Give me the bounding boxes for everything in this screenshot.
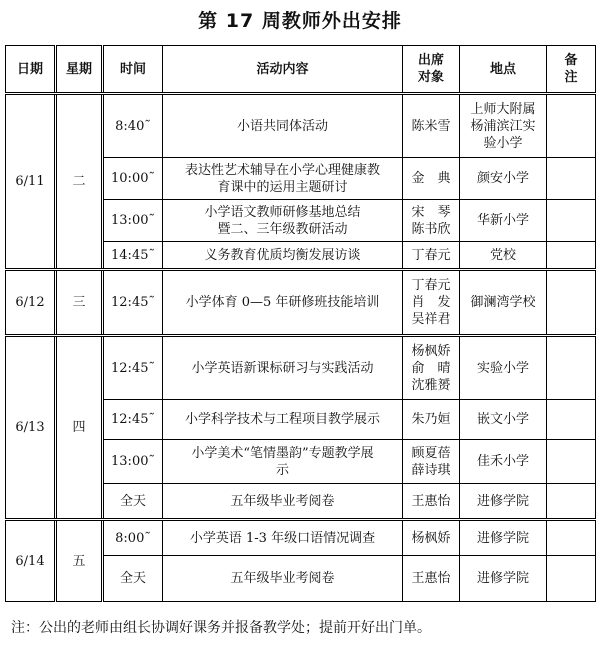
schedule-table bbox=[5, 45, 596, 602]
header-remark-line2: 注 bbox=[564, 70, 578, 85]
remark-cell bbox=[547, 484, 596, 520]
attendees-cell bbox=[403, 270, 460, 336]
attendees-cell bbox=[403, 200, 460, 242]
location-cell bbox=[460, 336, 547, 400]
location-cell-line: 进修学院 bbox=[476, 530, 529, 546]
activity-cell-line: 小学英语新课标研习与实践活动 bbox=[191, 360, 374, 376]
attendees-cell-line: 薛诗琪 bbox=[411, 462, 451, 478]
location-cell-line: 杨浦滨江实 bbox=[470, 118, 536, 134]
header-weekday: 星期 bbox=[56, 46, 103, 94]
activity-cell-line: 五年级毕业考阅卷 bbox=[230, 493, 335, 509]
remark-cell bbox=[547, 440, 596, 484]
location-cell bbox=[460, 242, 547, 270]
time-cell: 12:45˜ bbox=[103, 270, 163, 336]
attendees-cell-line: 陈米雪 bbox=[411, 118, 451, 134]
location-cell bbox=[460, 484, 547, 520]
attendees-cell-line: 丁春元 bbox=[411, 247, 451, 263]
time-cell: 8:40˜ bbox=[103, 94, 163, 158]
attendees-cell bbox=[403, 556, 460, 602]
header-remark-line1: 备 bbox=[564, 53, 578, 68]
page-title: 第 17 周教师外出安排 bbox=[198, 10, 402, 32]
location-cell-line: 进修学院 bbox=[476, 493, 529, 509]
attendees-cell bbox=[403, 484, 460, 520]
activity-cell bbox=[163, 556, 403, 602]
location-cell bbox=[460, 158, 547, 200]
attendees-cell-line: 吴祥君 bbox=[411, 312, 451, 327]
activity-cell-line: 五年级毕业考阅卷 bbox=[230, 571, 335, 586]
attendees-cell bbox=[403, 336, 460, 400]
location-cell bbox=[460, 270, 547, 336]
activity-cell bbox=[163, 520, 403, 556]
activity-cell bbox=[163, 270, 403, 336]
location-cell bbox=[460, 400, 547, 440]
table-row bbox=[6, 270, 596, 336]
weekday-cell: 四 bbox=[56, 336, 103, 520]
location-cell-line: 嵌文小学 bbox=[476, 412, 529, 427]
activity-cell bbox=[163, 400, 403, 440]
attendees-cell-line: 丁春元 bbox=[411, 278, 451, 293]
location-cell bbox=[460, 440, 547, 484]
activity-cell-line: 表达性艺术辅导在小学心理健康教 bbox=[184, 162, 380, 178]
time-cell: 全天 bbox=[103, 556, 163, 602]
activity-cell bbox=[163, 242, 403, 270]
attendees-cell bbox=[403, 400, 460, 440]
location-cell bbox=[460, 556, 547, 602]
activity-cell bbox=[163, 200, 403, 242]
schedule-body bbox=[6, 94, 596, 602]
attendees-cell-line: 王惠怡 bbox=[411, 493, 451, 509]
activity-cell bbox=[163, 440, 403, 484]
attendees-cell bbox=[403, 520, 460, 556]
header-row bbox=[6, 46, 596, 94]
location-cell bbox=[460, 200, 547, 242]
location-cell-line: 验小学 bbox=[483, 135, 523, 151]
header-attendees-line2: 对象 bbox=[417, 70, 444, 85]
attendees-cell-line: 顾夏蓓 bbox=[411, 445, 451, 461]
location-cell-line: 党校 bbox=[489, 247, 516, 263]
header-remark bbox=[547, 46, 596, 94]
location-cell-line: 实验小学 bbox=[476, 360, 529, 376]
header-time: 时间 bbox=[103, 46, 163, 94]
time-cell: 8:00˜ bbox=[103, 520, 163, 556]
remark-cell bbox=[547, 242, 596, 270]
activity-cell bbox=[163, 158, 403, 200]
weekday-cell: 二 bbox=[56, 94, 103, 270]
table-row bbox=[6, 520, 596, 556]
remark-cell bbox=[547, 270, 596, 336]
location-cell-line: 进修学院 bbox=[476, 571, 529, 586]
remark-cell bbox=[547, 94, 596, 158]
location-cell-line: 上师大附属 bbox=[470, 101, 536, 117]
weekday-cell: 三 bbox=[56, 270, 103, 336]
header-date: 日期 bbox=[6, 46, 56, 94]
time-cell: 12:45˜ bbox=[103, 336, 163, 400]
attendees-cell-line: 俞 晴 bbox=[411, 360, 451, 376]
weekday-cell: 五 bbox=[56, 520, 103, 602]
attendees-cell bbox=[403, 242, 460, 270]
attendees-cell-line: 杨枫娇 bbox=[411, 530, 451, 546]
activity-cell-line: 小语共同体活动 bbox=[236, 118, 328, 134]
date-cell: 6/12 bbox=[6, 270, 56, 336]
time-cell: 10:00˜ bbox=[103, 158, 163, 200]
activity-cell bbox=[163, 94, 403, 158]
time-cell: 13:00˜ bbox=[103, 200, 163, 242]
header-attendees bbox=[403, 46, 460, 94]
activity-cell-line: 小学语文教师研修基地总结 bbox=[204, 204, 361, 220]
attendees-cell-line: 宋 琴 bbox=[411, 204, 451, 220]
time-cell: 全天 bbox=[103, 484, 163, 520]
footer-note: 注：公出的老师由组长协调好课务并报备教学处；提前开好出门单。 bbox=[11, 620, 431, 636]
attendees-cell bbox=[403, 158, 460, 200]
table-row bbox=[6, 336, 596, 400]
remark-cell bbox=[547, 556, 596, 602]
activity-cell-line: 小学英语 1-3 年级口语情况调查 bbox=[189, 530, 376, 546]
header-activity: 活动内容 bbox=[163, 46, 403, 94]
attendees-cell bbox=[403, 440, 460, 484]
activity-cell-line: 示 bbox=[275, 462, 289, 478]
attendees-cell-line: 王惠怡 bbox=[411, 571, 451, 586]
date-cell: 6/13 bbox=[6, 336, 56, 520]
remark-cell bbox=[547, 520, 596, 556]
location-cell-line: 华新小学 bbox=[476, 213, 529, 228]
activity-cell bbox=[163, 484, 403, 520]
remark-cell bbox=[547, 158, 596, 200]
attendees-cell-line: 肖 发 bbox=[411, 295, 451, 310]
header-location: 地点 bbox=[460, 46, 547, 94]
location-cell bbox=[460, 94, 547, 158]
date-cell: 6/11 bbox=[6, 94, 56, 270]
date-cell: 6/14 bbox=[6, 520, 56, 602]
time-cell: 13:00˜ bbox=[103, 440, 163, 484]
attendees-cell-line: 金 典 bbox=[411, 171, 451, 186]
remark-cell bbox=[547, 336, 596, 400]
attendees-cell-line: 杨枫娇 bbox=[411, 343, 451, 359]
activity-cell-line: 义务教育优质均衡发展访谈 bbox=[204, 247, 361, 263]
remark-cell bbox=[547, 200, 596, 242]
time-cell: 14:45˜ bbox=[103, 242, 163, 270]
location-cell-line: 颜安小学 bbox=[476, 171, 529, 186]
activity-cell-line: 小学美术“笔情墨韵”专题教学展 bbox=[191, 445, 374, 461]
remark-cell bbox=[547, 400, 596, 440]
location-cell-line: 佳禾小学 bbox=[476, 454, 529, 469]
attendees-cell bbox=[403, 94, 460, 158]
activity-cell-line: 小学科学技术与工程项目教学展示 bbox=[184, 412, 380, 427]
attendees-cell-line: 陈书欣 bbox=[411, 221, 451, 237]
location-cell-line: 御澜湾学校 bbox=[470, 295, 536, 310]
activity-cell-line: 育课中的运用主题研讨 bbox=[217, 179, 348, 195]
table-row bbox=[6, 94, 596, 158]
attendees-cell-line: 朱乃姮 bbox=[411, 412, 451, 427]
time-cell: 12:45˜ bbox=[103, 400, 163, 440]
activity-cell-line: 小学体育 0—5 年研修班技能培训 bbox=[185, 295, 380, 310]
location-cell bbox=[460, 520, 547, 556]
header-attendees-line1: 出席 bbox=[417, 53, 444, 68]
attendees-cell-line: 沈雅赟 bbox=[411, 377, 451, 393]
activity-cell bbox=[163, 336, 403, 400]
activity-cell-line: 暨二、三年级教研活动 bbox=[217, 221, 348, 237]
